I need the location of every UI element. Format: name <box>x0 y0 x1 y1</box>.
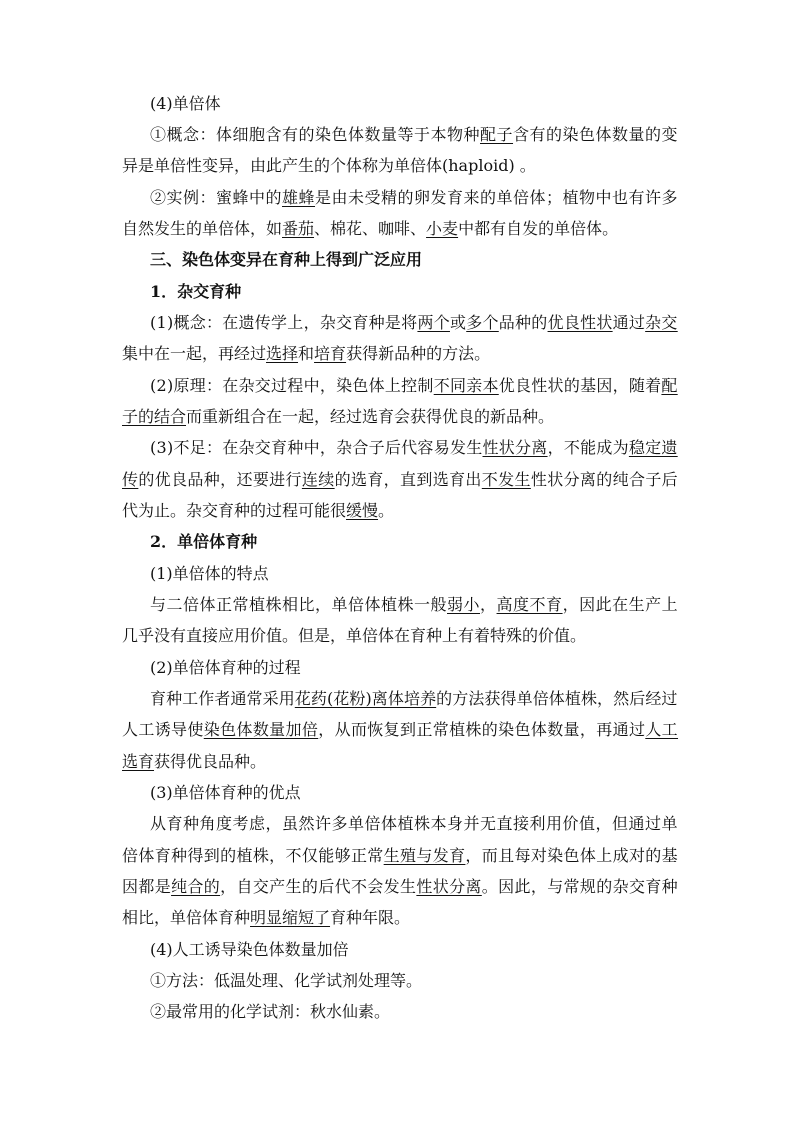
underlined-term: 连续 <box>301 470 335 489</box>
text-run: (4)人工诱导染色体数量加倍 <box>150 940 349 959</box>
underlined-term: 性状分离 <box>482 438 548 457</box>
text-run: 含有的染色体数量的变 <box>513 125 679 144</box>
text-line <box>150 1000 390 1024</box>
underlined-term: 性状分离 <box>416 877 482 896</box>
text-run: ①方法：低温处理、化学试剂处理等。 <box>150 971 423 990</box>
text-run: ②最常用的化学试剂：秋水仙素。 <box>150 1002 391 1021</box>
text-line <box>122 844 678 868</box>
underlined-term: 明显缩短了 <box>250 908 331 927</box>
underlined-term: 多个 <box>466 313 499 332</box>
text-run: 集中在一起，再经过 <box>122 344 267 363</box>
underlined-term: 优良性状 <box>547 313 613 332</box>
text-run: 。 <box>378 501 395 520</box>
text-run: ，因此在生产上 <box>562 595 679 614</box>
text-line <box>150 781 301 805</box>
text-run: (1)概念：在遗传学上，杂交育种是将 <box>150 313 418 332</box>
text-run: ，从而恢复到正常植株的染色体数量，再通过 <box>318 720 646 739</box>
text-line <box>122 875 678 899</box>
underlined-term: 配 <box>661 376 678 395</box>
underlined-term: 配子 <box>480 125 514 144</box>
text-run: 通过 <box>612 313 646 332</box>
text-run: (4)单倍体 <box>150 94 221 113</box>
text-run: 1．杂交育种 <box>150 282 242 301</box>
text-line <box>122 624 586 648</box>
underlined-term: 生殖与发育 <box>383 846 466 865</box>
underlined-term: 传 <box>122 470 139 489</box>
text-run: 异是单倍性变异，由此产生的个体称为单倍体(haploid) 。 <box>122 156 536 175</box>
underlined-term: 番茄 <box>282 219 315 238</box>
underlined-term: 雄蜂 <box>282 188 316 207</box>
underlined-term: 人工 <box>645 720 679 739</box>
underlined-term: 纯合的 <box>171 877 221 896</box>
text-run: (2)原理：在杂交过程中，染色体上控制 <box>150 376 434 395</box>
text-run: 而重新组合在一起，经过选育会获得优良的新品种。 <box>186 407 555 426</box>
text-run: 。因此，与常规的杂交育种 <box>481 877 679 896</box>
text-run: ，自交产生的后代不会发生 <box>220 877 417 896</box>
text-run: ，不能成为 <box>547 438 629 457</box>
text-line <box>150 938 349 962</box>
text-run: 人工诱导使 <box>122 720 204 739</box>
text-line <box>122 718 678 742</box>
text-run: 品种的 <box>498 313 548 332</box>
text-run: 2．单倍体育种 <box>150 532 258 551</box>
text-line <box>150 687 678 711</box>
text-run: 的优良品种，还要进行 <box>138 470 302 489</box>
text-run: 性状分离的纯合子后 <box>530 470 679 489</box>
text-run: ， <box>480 595 497 614</box>
underlined-term: 不发生 <box>481 470 531 489</box>
underlined-term: 选择 <box>266 344 299 363</box>
underlined-term: 高度不育 <box>496 595 563 614</box>
underlined-term: 不同亲本 <box>433 376 499 395</box>
text-run: 的选育，直到选育出 <box>334 470 482 489</box>
underlined-term: 稳定遗 <box>628 438 678 457</box>
text-line <box>122 154 536 178</box>
text-line <box>150 562 269 586</box>
text-line <box>150 123 678 147</box>
text-line <box>150 374 678 398</box>
text-run: 获得优良品种。 <box>154 752 267 771</box>
text-run: 和 <box>298 344 315 363</box>
text-line <box>122 750 266 774</box>
text-run: 代为止。杂交育种的过程可能很 <box>122 501 347 520</box>
underlined-term: 小麦 <box>426 219 459 238</box>
text-run: 相比，单倍体育种 <box>122 908 251 927</box>
text-line <box>150 969 422 993</box>
text-run: (2)单倍体育种的过程 <box>150 658 301 677</box>
text-run: 获得新品种的方法。 <box>346 344 491 363</box>
text-run: 自然发生的单倍体，如 <box>122 219 283 238</box>
text-run: 倍体育种得到的植株，不仅能够正常 <box>122 846 384 865</box>
text-run: 优良性状的基因，随着 <box>498 376 662 395</box>
text-line <box>150 530 257 554</box>
text-run: 三、染色体变异在育种上得到广泛应用 <box>150 250 423 269</box>
text-run: 、棉花、咖啡、 <box>314 219 427 238</box>
underlined-term: 弱小 <box>447 595 481 614</box>
text-run: (3)单倍体育种的优点 <box>150 783 301 802</box>
underlined-term: 培育 <box>314 344 347 363</box>
underlined-term: 两个 <box>417 313 450 332</box>
text-line <box>150 311 678 335</box>
text-run: ②实例：蜜蜂中的 <box>150 188 283 207</box>
text-line <box>150 280 241 304</box>
text-run: 因都是 <box>122 877 172 896</box>
text-line <box>150 92 221 116</box>
text-line <box>150 593 678 617</box>
text-line <box>150 248 422 272</box>
text-run: 育种工作者通常采用 <box>150 689 295 708</box>
text-line <box>150 186 678 210</box>
text-line <box>122 906 410 930</box>
text-run: 与二倍体正常植株相比，单倍体植株一般 <box>150 595 448 614</box>
underlined-term: 选育 <box>122 752 155 771</box>
text-line <box>150 812 678 836</box>
text-line <box>122 499 394 523</box>
text-run: 中都有自发的单倍体。 <box>458 219 619 238</box>
text-line <box>150 436 678 460</box>
text-run: ①概念：体细胞含有的染色体数量等于本物种 <box>150 125 481 144</box>
text-line <box>122 217 618 241</box>
text-run: 育种年限。 <box>330 908 411 927</box>
text-run: (1)单倍体的特点 <box>150 564 269 583</box>
text-run: 或 <box>449 313 467 332</box>
underlined-term: 杂交 <box>645 313 678 332</box>
text-run: 的方法获得单倍体植株，然后经过 <box>436 689 678 708</box>
text-run: 从育种角度考虑，虽然许多单倍体植株本身并无直接利用价值，但通过单 <box>150 814 679 833</box>
text-line <box>150 656 301 680</box>
underlined-term: 缓慢 <box>346 501 379 520</box>
text-run: (3)不足：在杂交育种中，杂合子后代容易发生 <box>150 438 483 457</box>
underlined-term: 子的结合 <box>122 407 187 426</box>
text-run: ，而且每对染色体上成对的基 <box>465 846 679 865</box>
text-line <box>122 468 678 492</box>
underlined-term: 染色体数量加倍 <box>203 720 319 739</box>
text-run: 是由未受精的卵发育来的单倍体；植物中也有许多 <box>315 188 679 207</box>
text-line <box>122 342 490 366</box>
text-run: 几乎没有直接应用价值。但是，单倍体在育种上有着特殊的价值。 <box>122 626 587 645</box>
text-line <box>122 405 554 429</box>
underlined-term: 花药(花粉)离体培养 <box>294 689 437 708</box>
